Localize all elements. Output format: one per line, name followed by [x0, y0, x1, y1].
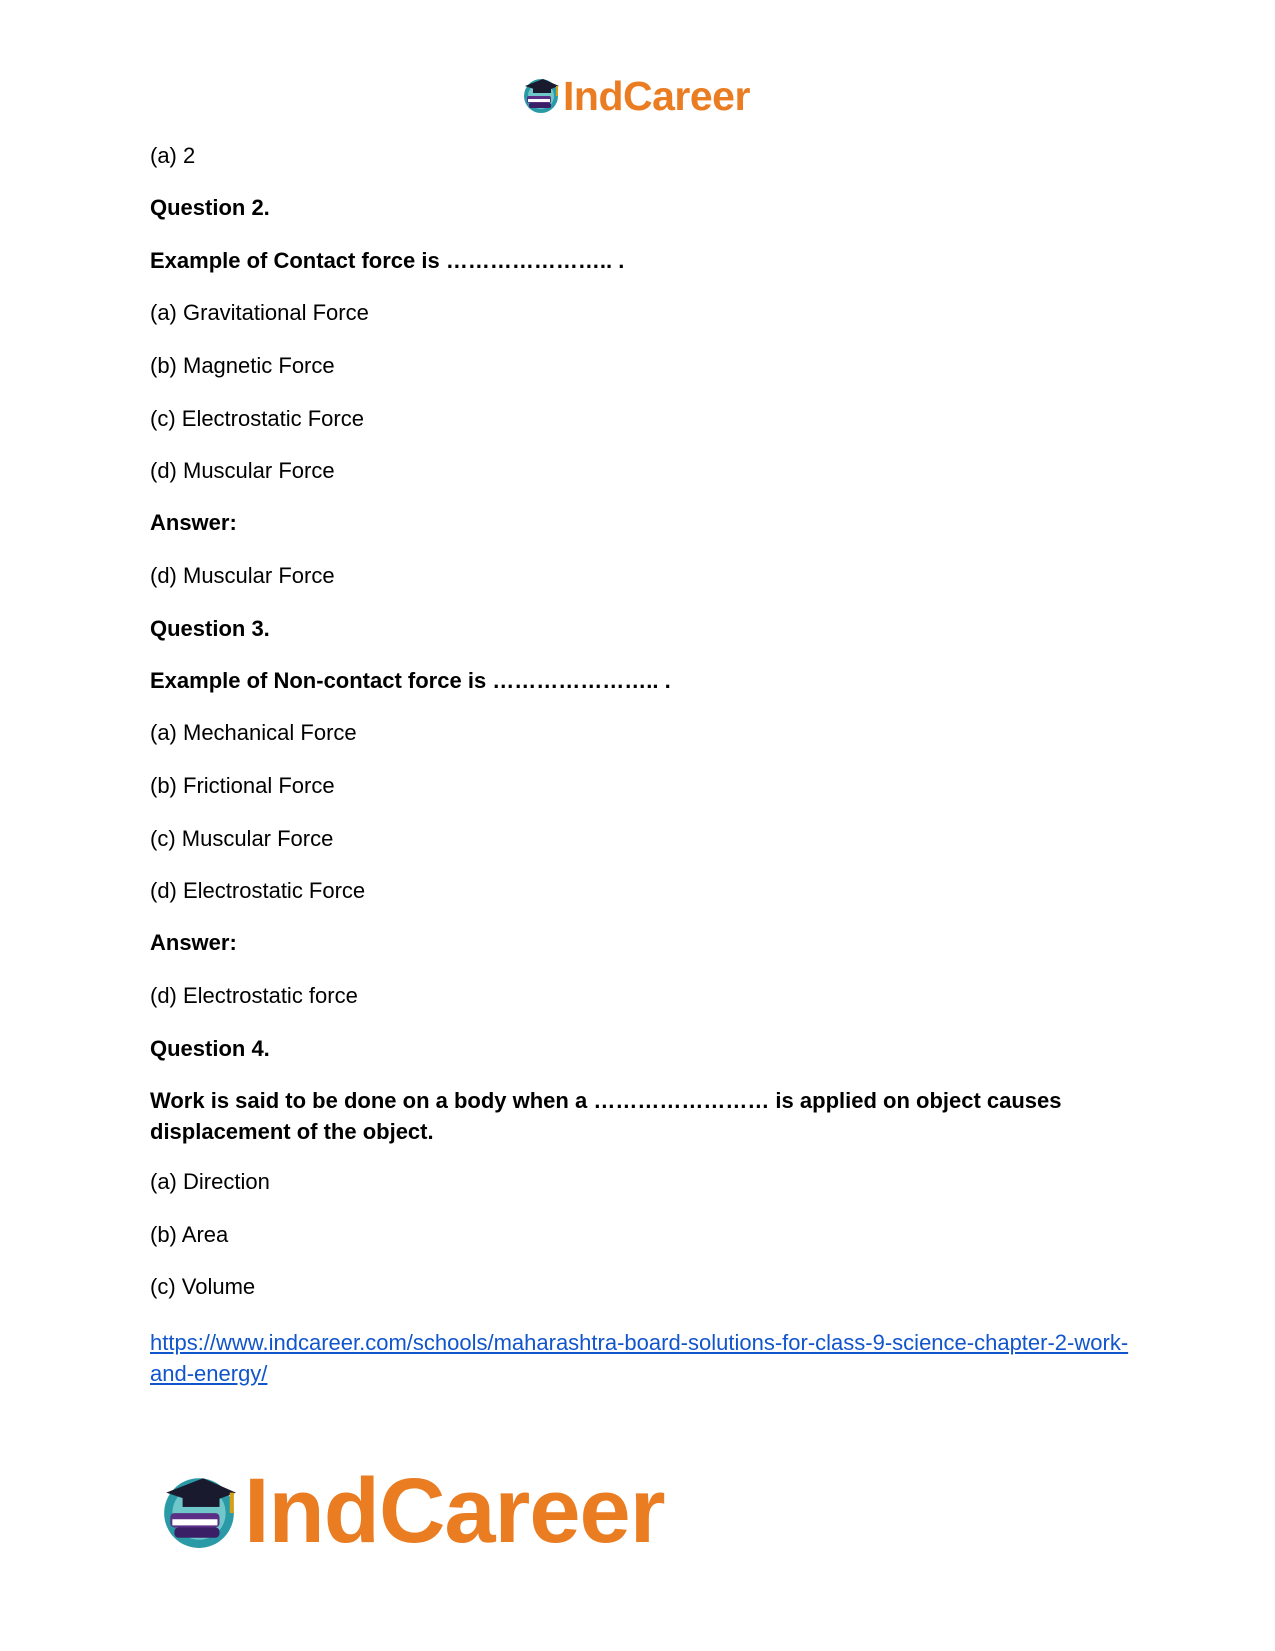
question-3-answer-label: Answer: — [150, 930, 237, 955]
question-4-option-a: (a) Direction — [150, 1169, 270, 1194]
question-3-option-b: (b) Frictional Force — [150, 773, 335, 798]
graduation-cap-book-globe-icon — [158, 1468, 240, 1555]
question-2-option-a: (a) Gravitational Force — [150, 300, 369, 325]
question-4-prompt: Work is said to be done on a body when a …………………… is applied on object causes displacement of the object. — [150, 1088, 1062, 1144]
question-3-option-c: (c) Muscular Force — [150, 826, 334, 851]
question-3-prompt: Example of Non-contact force is ………………….. . — [150, 668, 671, 693]
graduation-cap-book-globe-icon — [521, 74, 561, 119]
question-2-prompt: Example of Contact force is ………………….. . — [150, 248, 625, 273]
question-2-option-d: (d) Muscular Force — [150, 458, 335, 483]
previous-answer: (a) 2 — [150, 143, 196, 168]
question-4-heading: Question 4. — [150, 1036, 270, 1061]
question-3-option-a: (a) Mechanical Force — [150, 720, 357, 745]
question-3-option-d: (d) Electrostatic Force — [150, 878, 366, 903]
footer-logo — [158, 1460, 665, 1562]
question-2-answer-label: Answer: — [150, 510, 237, 535]
source-link[interactable]: https://www.indcareer.com/schools/maharashtra-board-solutions-for-class-9-science-chapter-2-work-and-energy/ — [150, 1330, 1129, 1386]
question-2-option-c: (c) Electrostatic Force — [150, 406, 364, 431]
logo-text: IndCareer — [563, 73, 750, 119]
question-2-answer: (d) Muscular Force — [150, 563, 335, 588]
question-3-heading: Question 3. — [150, 616, 270, 641]
question-4-option-c: (c) Volume — [150, 1274, 256, 1299]
question-2-heading: Question 2. — [150, 195, 270, 220]
header-logo — [0, 74, 1275, 119]
question-4-option-b: (b) Area — [150, 1222, 229, 1247]
question-3-answer: (d) Electrostatic force — [150, 983, 358, 1008]
logo-text: IndCareer — [244, 1460, 665, 1562]
question-2-option-b: (b) Magnetic Force — [150, 353, 335, 378]
